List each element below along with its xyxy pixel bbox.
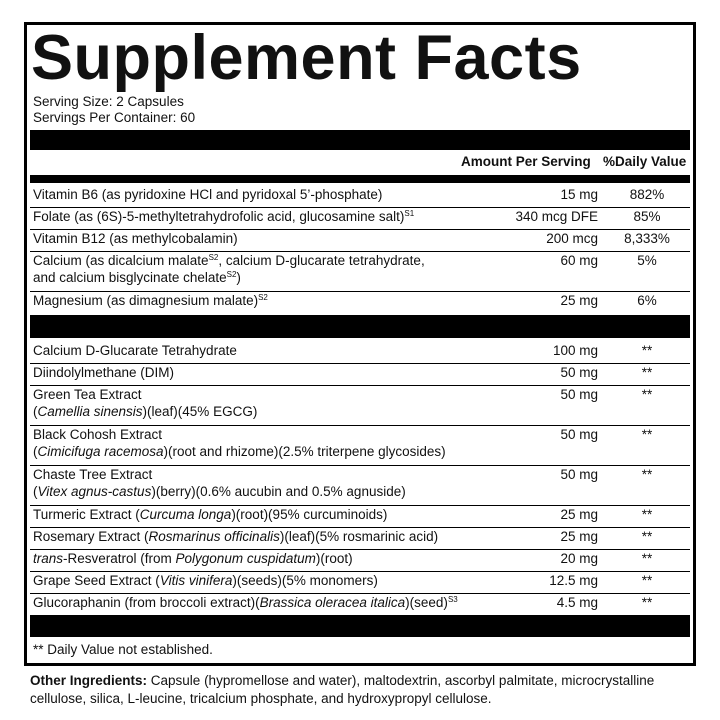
nutrient-name-text: , calcium D-glucarate tetrahydrate, (218, 253, 425, 268)
amount-per-serving: 15 mg (560, 187, 598, 202)
nutrient-row (30, 185, 690, 208)
amount-per-serving: 25 mg (560, 293, 598, 308)
nutrient-name-text: )(root and rhizome)(2.5% triterpene glycosides) (163, 444, 446, 459)
nutrient-name-text: Calcium (as dicalcium malate (33, 253, 209, 268)
panel-title: Supplement Facts (31, 23, 582, 93)
nutrient-name (33, 252, 425, 286)
nutrient-name-text: ( (33, 404, 38, 419)
nutrient-name (33, 208, 414, 225)
nutrient-row (30, 571, 690, 594)
nutrient-name (33, 230, 238, 247)
amount-per-serving-header: Amount Per Serving (461, 154, 591, 169)
header-divider (30, 175, 690, 183)
nutrient-name (33, 342, 237, 359)
nutrient-name-text: Vitamin B6 (as pyridoxine HCl and pyridoxal 5’-phosphate) (33, 187, 383, 202)
nutrient-name-text: Diindolylmethane (DIM) (33, 365, 175, 380)
daily-value: ** (641, 365, 653, 380)
daily-value: 5% (637, 253, 657, 268)
nutrient-row (30, 425, 690, 466)
nutrient-row (30, 593, 690, 615)
daily-value: ** (641, 573, 653, 588)
nutrient-name-text: Camellia sinensis (37, 404, 143, 419)
nutrient-name (33, 186, 382, 203)
nutrient-name-text: )(seeds)(5% monomers) (232, 573, 378, 588)
nutrient-name (33, 386, 257, 420)
nutrient-name-text: Vitex agnus-castus (37, 484, 152, 499)
footnote: ** Daily Value not established. (33, 642, 213, 657)
supplement-facts-panel (24, 22, 696, 666)
nutrient-row (30, 549, 690, 572)
amount-per-serving: 50 mg (560, 365, 598, 380)
daily-value: ** (641, 595, 653, 610)
amount-per-serving: 25 mg (560, 529, 598, 544)
nutrient-name (33, 572, 378, 589)
nutrient-name-text: Chaste Tree Extract (33, 467, 153, 482)
nutrient-name-text: ( (33, 484, 38, 499)
nutrient-name (33, 528, 438, 545)
nutrient-name-text: )(root) (315, 551, 353, 566)
nutrient-name-text: Rosmarinus officinalis (148, 529, 280, 544)
daily-value: ** (641, 467, 653, 482)
thick-divider (30, 130, 690, 150)
nutrient-name-text: Curcuma longa (139, 507, 232, 522)
nutrient-row (30, 385, 690, 426)
nutrient-row (30, 341, 690, 364)
daily-value-header: %Daily Value (603, 154, 687, 169)
nutrient-row (30, 291, 690, 315)
section-divider (30, 315, 690, 338)
amount-per-serving: 50 mg (560, 467, 598, 482)
amount-per-serving: 25 mg (560, 507, 598, 522)
daily-value: 882% (629, 187, 665, 202)
nutrient-name-text: trans (33, 551, 64, 566)
amount-per-serving: 50 mg (560, 427, 598, 442)
nutrient-name-text: ) (236, 270, 241, 285)
nutrient-row (30, 505, 690, 528)
servings-per-container: Servings Per Container: 60 (33, 110, 196, 125)
daily-value: ** (641, 427, 653, 442)
other-ingredients-label: Other Ingredients: (30, 673, 148, 688)
other-ingredients (30, 672, 700, 708)
nutrient-name-text: Vitamin B12 (as methylcobalamin) (33, 231, 238, 246)
daily-value: ** (641, 529, 653, 544)
nutrient-name-text: Calcium D-Glucarate Tetrahydrate (33, 343, 237, 358)
nutrient-name-text: Vitis vinifera (159, 573, 233, 588)
nutrient-name (33, 506, 387, 523)
nutrient-row (30, 465, 690, 506)
nutrient-row (30, 527, 690, 550)
nutrient-name-text: Folate (as (6S)-5-methyltetrahydrofolic acid, glucosamine salt) (33, 209, 405, 224)
amount-per-serving: 12.5 mg (549, 573, 598, 588)
nutrient-name-text: )(leaf)(5% rosmarinic acid) (279, 529, 439, 544)
amount-per-serving: 340 mcg DFE (515, 209, 598, 224)
daily-value: ** (641, 507, 653, 522)
nutrient-name-text: and calcium bisglycinate chelate (33, 270, 227, 285)
amount-per-serving: 100 mg (552, 343, 598, 358)
daily-value: ** (641, 387, 653, 402)
amount-per-serving: 200 mcg (546, 231, 598, 246)
bottom-divider (30, 615, 690, 637)
nutrient-name-text: ( (33, 444, 38, 459)
nutrient-name-text: Turmeric Extract ( (33, 507, 140, 522)
nutrient-name-text: )(berry)(0.6% aucubin and 0.5% agnuside) (151, 484, 406, 499)
nutrient-name (33, 594, 458, 611)
amount-per-serving: 4.5 mg (556, 595, 598, 610)
daily-value: 6% (637, 293, 657, 308)
nutrient-name-text: -Resveratrol (from (63, 551, 176, 566)
nutrient-name-text: )(leaf)(45% EGCG) (142, 404, 258, 419)
nutrient-row (30, 207, 690, 230)
source-superscript: S2 (208, 253, 219, 262)
nutrient-name-text: Black Cohosh Extract (33, 427, 163, 442)
other-ingredients-text: Capsule (hypromellose and water), maltodextrin, ascorbyl palmitate, microcrystalline cellulose, silica, L-leucine, tricalcium phosphate, and hydroxypropyl cellulose. (30, 673, 655, 706)
nutrient-name-text: )(root)(95% curcuminoids) (231, 507, 388, 522)
nutrient-name (33, 466, 406, 500)
nutrient-row (30, 363, 690, 386)
nutrient-name-text: Rosemary Extract ( (33, 529, 149, 544)
nutrient-name (33, 292, 268, 309)
nutrient-name-text: )(seed) (405, 595, 448, 610)
daily-value: ** (641, 551, 653, 566)
daily-value: 85% (633, 209, 661, 224)
nutrient-row (30, 251, 690, 292)
nutrient-name-text: Polygonum cuspidatum (175, 551, 316, 566)
source-superscript: S2 (258, 293, 268, 302)
source-superscript: S2 (226, 270, 237, 279)
nutrient-name (33, 550, 353, 567)
daily-value: ** (641, 343, 653, 358)
serving-size: Serving Size: 2 Capsules (33, 94, 184, 109)
nutrient-name-text: Grape Seed Extract ( (33, 573, 160, 588)
amount-per-serving: 60 mg (560, 253, 598, 268)
nutrient-name-text: Brassica oleracea italica (259, 595, 406, 610)
nutrient-name-text: Glucoraphanin (from broccoli extract)( (33, 595, 260, 610)
nutrient-name-text: Magnesium (as dimagnesium malate) (33, 293, 259, 308)
source-superscript: S1 (404, 209, 415, 218)
nutrient-name (33, 364, 174, 381)
amount-per-serving: 50 mg (560, 387, 598, 402)
nutrient-row (30, 229, 690, 252)
daily-value: 8,333% (624, 231, 670, 246)
nutrient-name (33, 426, 446, 460)
nutrient-name-text: Green Tea Extract (33, 387, 142, 402)
amount-per-serving: 20 mg (560, 551, 598, 566)
source-superscript: S3 (447, 595, 458, 604)
nutrient-name-text: Cimicifuga racemosa (37, 444, 164, 459)
